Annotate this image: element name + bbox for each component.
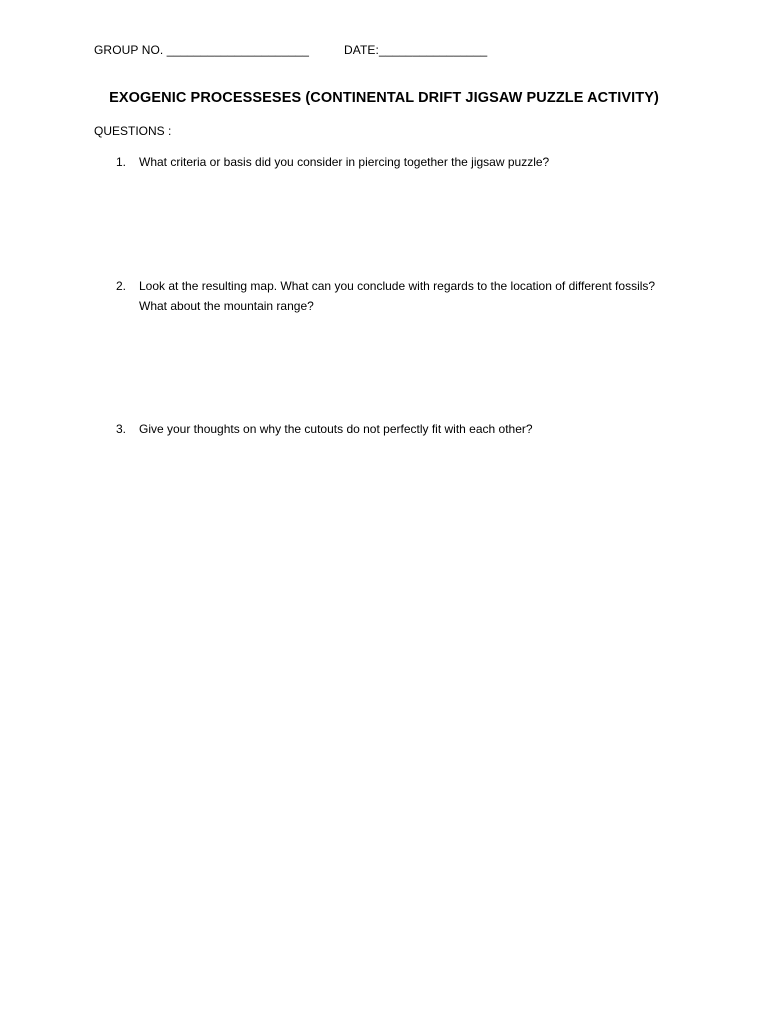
question-number: 3. [116, 422, 127, 436]
question-text: What criteria or basis did you consider in piercing together the jigsaw puzzle? [139, 155, 550, 169]
questions-label: QUESTIONS : [94, 124, 172, 138]
question-item-2 [116, 276, 676, 316]
question-item-1 [116, 152, 676, 172]
question-number: 2. [116, 279, 127, 293]
date-field: DATE:________________ [344, 43, 488, 57]
question-text: Give your thoughts on why the cutouts do not perfectly fit with each other? [139, 422, 533, 436]
question-number: 1. [116, 155, 127, 169]
document-title: EXOGENIC PROCESSESES (CONTINENTAL DRIFT JIGSAW PUZZLE ACTIVITY) [109, 90, 659, 106]
question-item-3 [116, 419, 676, 439]
question-text: Look at the resulting map. What can you conclude with regards to the location of different fossils? What about the mountain range? [139, 279, 656, 313]
group-number-field: GROUP NO. _____________________ [94, 43, 310, 57]
